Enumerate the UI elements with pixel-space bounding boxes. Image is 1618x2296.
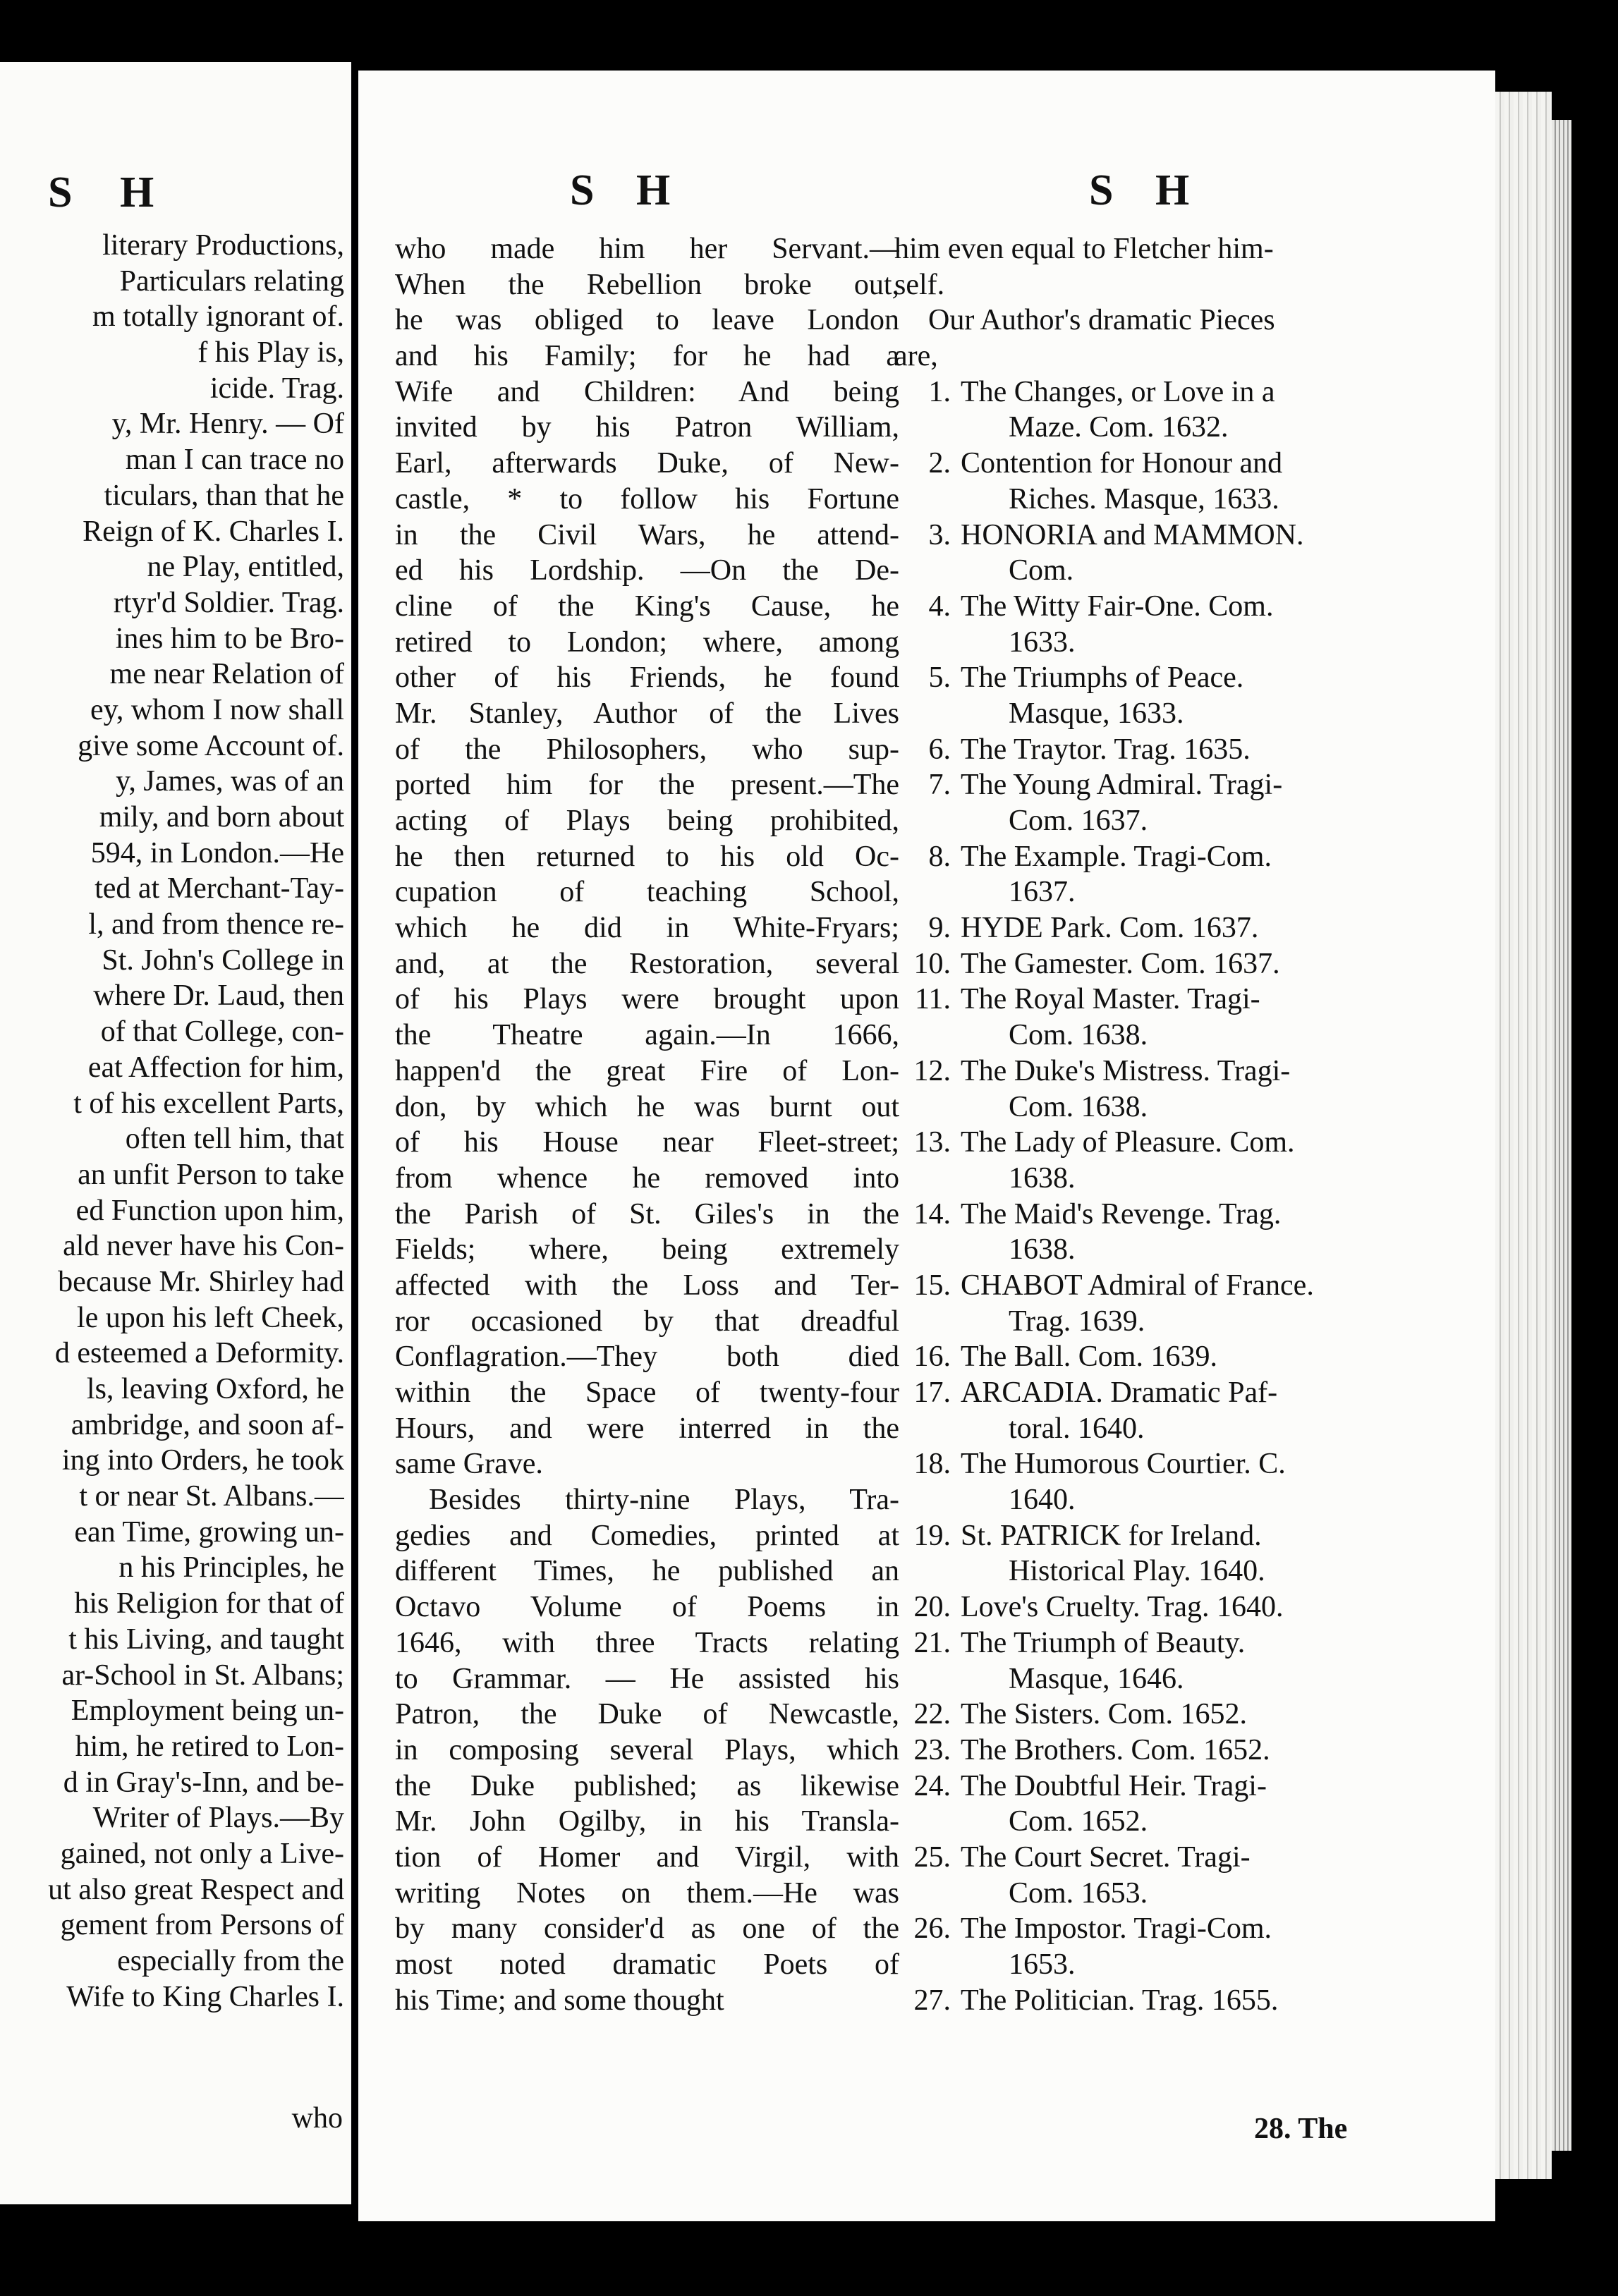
middle-text-line: most noted dramatic Poets of (395, 1948, 899, 1981)
play-title: The Royal Master. Tragi- (961, 983, 1260, 1016)
left-running-head: S H (48, 169, 173, 216)
middle-text-line: which he did in White-Fryars; (395, 912, 899, 945)
play-number: 16. (913, 1341, 951, 1374)
play-title: The Doubtful Heir. Tragi- (961, 1769, 1267, 1802)
middle-text-line: of the Philosophers, who sup- (395, 733, 899, 766)
middle-text-line: his Time; and some thought (395, 1984, 724, 2017)
left-text-line: Particulars relating (119, 264, 344, 298)
left-text-line: his Religion for that of (74, 1587, 344, 1620)
middle-column-text (395, 231, 899, 2018)
play-entry (894, 946, 1388, 982)
play-entry-continuation: 1633. (1009, 625, 1076, 659)
play-title: The Court Secret. Tragi- (961, 1840, 1251, 1874)
play-number: 9. (928, 912, 951, 945)
left-text-line: man I can trace no (125, 444, 344, 477)
middle-text-line: don, by which he was burnt out (395, 1090, 899, 1123)
play-entry (894, 1697, 1388, 1733)
middle-text-line: invited by his Patron William, (395, 411, 899, 444)
play-number: 13. (913, 1126, 951, 1159)
play-number: 11. (915, 983, 951, 1016)
left-text-line: because Mr. Shirley had (58, 1265, 344, 1298)
play-title: The Sisters. Com. 1652. (961, 1698, 1247, 1731)
play-title: The Maid's Revenge. Trag. (961, 1197, 1282, 1231)
play-title: HYDE Park. Com. 1637. (961, 912, 1259, 945)
play-entry-continuation: Com. 1653. (1009, 1876, 1148, 1910)
middle-text-line: within the Space of twenty-four (395, 1376, 899, 1409)
left-text-line: ut also great Respect and (48, 1873, 344, 1906)
middle-text-line: in the Civil Wars, he attend- (395, 518, 899, 551)
play-entry (894, 1518, 1388, 1554)
play-title: The Gamester. Com. 1637. (961, 947, 1280, 980)
play-title: The Triumphs of Peace. (961, 661, 1244, 695)
play-entry (894, 839, 1388, 875)
play-entry (894, 1625, 1388, 1661)
left-text-line: le upon his left Cheek, (76, 1301, 344, 1334)
play-entry (894, 1446, 1388, 1482)
middle-text-line: acting of Plays being prohibited, (395, 805, 899, 837)
middle-text-line: from whence he removed into (395, 1161, 899, 1195)
play-title: The Impostor. Tragi-Com. (961, 1912, 1272, 1946)
middle-text-line: Mr. Stanley, Author of the Lives (395, 697, 899, 730)
left-text-line: give some Account of. (78, 729, 344, 762)
left-text-line: m totally ignorant of. (92, 300, 344, 334)
middle-text-line: in composing several Plays, which (395, 1733, 899, 1766)
middle-text-line: he was obliged to leave London (395, 304, 899, 337)
left-text-line: him, he retired to Lon- (75, 1730, 344, 1763)
left-text-line: ar-School in St. Albans; (61, 1659, 344, 1692)
left-text-line: of that College, con- (100, 1015, 344, 1049)
play-number: 26. (913, 1912, 951, 1946)
right-intro-line: are, (894, 340, 938, 373)
left-text-line: t his Living, and taught (68, 1623, 344, 1656)
play-number: 20. (913, 1591, 951, 1624)
play-number: 10. (913, 947, 951, 980)
middle-text-line: of his House near Fleet-street; (395, 1126, 899, 1159)
left-text-line: ey, whom I now shall (90, 693, 344, 726)
play-entry (894, 1268, 1388, 1304)
left-text-line: d in Gray's-Inn, and be- (63, 1766, 344, 1799)
play-entry-continuation: Masque, 1633. (1009, 697, 1184, 730)
play-entry-continuation: Maze. Com. 1632. (1009, 411, 1229, 444)
middle-text-line: Hours, and were interred in the (395, 1412, 899, 1445)
middle-text-line: Earl, afterwards Duke, of New- (395, 447, 899, 480)
play-entry-continuation: Trag. 1639. (1009, 1305, 1145, 1338)
middle-text-line: happen'd the great Fire of Lon- (395, 1054, 899, 1087)
play-entry-continuation: Com. 1638. (1009, 1019, 1148, 1052)
left-text-line: ticulars, than that he (104, 479, 344, 512)
middle-text-line: tion of Homer and Virgil, with (395, 1840, 899, 1874)
middle-text-line: the Duke published; as likewise (395, 1769, 899, 1802)
left-text-line: Reign of K. Charles I. (83, 515, 344, 548)
middle-text-line: the Theatre again.—In 1666, (395, 1019, 899, 1052)
left-text-line: 594, in London.—He (90, 836, 344, 869)
play-number: 18. (913, 1448, 951, 1481)
middle-text-line: ed his Lordship. —On the De- (395, 554, 899, 587)
play-entry (894, 1125, 1388, 1161)
left-text-line: eat Affection for him, (87, 1051, 344, 1084)
play-title: The Humorous Courtier. C. (961, 1448, 1286, 1481)
left-text-line: where Dr. Laud, then (93, 979, 344, 1013)
play-number: 2. (928, 447, 951, 480)
middle-text-line: of his Plays were brought upon (395, 983, 899, 1016)
left-text-line: ne Play, entitled, (147, 551, 344, 584)
left-text-line: l, and from thence re- (88, 908, 344, 941)
play-entry-continuation: Com. 1637. (1009, 805, 1148, 837)
plays-list-column (894, 231, 1388, 2018)
left-text-line: Employment being un- (71, 1694, 344, 1728)
middle-text-line: Octavo Volume of Poems in (395, 1591, 899, 1624)
left-text-line: f his Play is, (197, 336, 344, 370)
play-entry (894, 767, 1388, 803)
left-text-line: ines him to be Bro- (115, 622, 344, 655)
left-text-line: ls, leaving Oxford, he (86, 1373, 344, 1405)
left-text-line: icide. Trag. (209, 372, 344, 405)
left-text-line: gement from Persons of (60, 1909, 344, 1942)
left-text-line: gained, not only a Live- (60, 1837, 344, 1870)
play-number: 22. (913, 1698, 951, 1731)
play-number: 23. (913, 1733, 951, 1766)
left-text-line: literary Productions, (102, 229, 344, 262)
play-title: The Lady of Pleasure. Com. (961, 1126, 1295, 1159)
play-number: 8. (928, 840, 951, 873)
play-title: The Ball. Com. 1639. (961, 1341, 1217, 1374)
left-text-line: n his Principles, he (118, 1551, 344, 1584)
play-entry-continuation: 1638. (1009, 1161, 1076, 1195)
play-entry (894, 660, 1388, 696)
play-number: 5. (928, 661, 951, 695)
play-title: ARCADIA. Dramatic Paf- (961, 1376, 1278, 1409)
left-catchword: who (291, 2102, 343, 2135)
play-title: Love's Cruelty. Trag. 1640. (961, 1591, 1284, 1624)
right-page (358, 71, 1495, 2221)
middle-text-line: retired to London; where, among (395, 625, 899, 659)
middle-text-line: castle, * to follow his Fortune (395, 482, 899, 515)
play-number: 17. (913, 1376, 951, 1409)
play-title: The Changes, or Love in a (961, 375, 1275, 408)
middle-text-line: by many consider'd as one of the (395, 1912, 899, 1946)
play-entry-continuation: Com. (1009, 554, 1074, 587)
left-text-line: especially from the (117, 1945, 344, 1977)
play-entry (894, 1339, 1388, 1375)
play-entry-continuation: Riches. Masque, 1633. (1009, 482, 1279, 515)
left-text-line: me near Relation of (109, 658, 344, 691)
middle-text-line: the Parish of St. Giles's in the (395, 1197, 899, 1231)
middle-text-line: Conflagration.—They both died (395, 1341, 899, 1374)
left-text-line: y, James, was of an (116, 765, 344, 798)
play-entry-continuation: Historical Play. 1640. (1009, 1555, 1265, 1588)
left-text-line: ean Time, growing un- (74, 1515, 344, 1549)
play-entry-continuation: 1638. (1009, 1233, 1076, 1266)
left-page (0, 62, 351, 2204)
middle-text-line: writing Notes on them.—He was (395, 1876, 899, 1910)
middle-text-line: 1646, with three Tracts relating (395, 1626, 899, 1659)
left-text-line: ing into Orders, he took (61, 1444, 344, 1477)
play-entry (894, 1375, 1388, 1411)
play-title: The Example. Tragi-Com. (961, 840, 1272, 873)
middle-text-line: cline of the King's Cause, he (395, 590, 899, 623)
play-entry-continuation: toral. 1640. (1009, 1412, 1145, 1445)
play-entry-continuation: 1637. (1009, 876, 1076, 909)
middle-text-line: Wife and Children: And being (395, 375, 899, 408)
middle-text-line: Fields; where, being extremely (395, 1233, 899, 1266)
play-entry-continuation: Masque, 1646. (1009, 1662, 1184, 1695)
left-text-line: St. John's College in (102, 944, 344, 977)
right-running-head: S H (1089, 166, 1205, 214)
play-title: CHABOT Admiral of France. (961, 1269, 1314, 1302)
middle-text-line: Besides thirty-nine Plays, Tra- (429, 1484, 899, 1517)
play-entry (894, 589, 1388, 625)
play-entry (894, 374, 1388, 410)
play-number: 3. (928, 518, 951, 551)
play-title: The Traytor. Trag. 1635. (961, 733, 1251, 766)
left-text-line: mily, and born about (99, 801, 344, 833)
play-title: The Young Admiral. Tragi- (961, 769, 1283, 802)
play-title: The Politician. Trag. 1655. (961, 1984, 1279, 2017)
play-title: St. PATRICK for Ireland. (961, 1519, 1262, 1552)
play-entry-continuation: Com. 1638. (1009, 1090, 1148, 1123)
middle-text-line: to Grammar. — He assisted his (395, 1662, 899, 1695)
left-text-line: ed Function upon him, (75, 1194, 344, 1227)
left-text-line: Writer of Plays.—By (92, 1802, 344, 1835)
play-entry (894, 1733, 1388, 1769)
left-text-line: d esteemed a Deformity. (54, 1337, 344, 1370)
left-text-line: t or near St. Albans.— (79, 1480, 344, 1513)
play-entry (894, 1589, 1388, 1625)
play-number: 12. (913, 1054, 951, 1087)
left-text-line: rtyr'd Soldier. Trag. (113, 586, 344, 619)
middle-text-line: he then returned to his old Oc- (395, 840, 899, 873)
left-text-line: t of his excellent Parts, (73, 1087, 344, 1120)
play-entry (894, 1054, 1388, 1089)
left-text-line: y, Mr. Henry. — Of (111, 408, 344, 441)
play-entry (894, 1983, 1388, 2019)
middle-text-line: Mr. John Ogilby, in his Transla- (395, 1805, 899, 1838)
play-number: 24. (913, 1769, 951, 1802)
middle-text-line: Patron, the Duke of Newcastle, (395, 1698, 899, 1731)
left-page-text (0, 228, 344, 2015)
middle-text-line: who made him her Servant.— (395, 233, 899, 265)
play-title: HONORIA and MAMMON. (961, 518, 1304, 551)
play-entry (894, 1840, 1388, 1876)
play-entry (894, 1197, 1388, 1233)
play-title: The Brothers. Com. 1652. (961, 1733, 1270, 1766)
left-text-line: ald never have his Con- (63, 1230, 344, 1263)
middle-text-line: same Grave. (395, 1448, 543, 1481)
play-entry (894, 910, 1388, 946)
play-number: 19. (913, 1519, 951, 1552)
left-text-line: often tell him, that (125, 1123, 344, 1156)
middle-text-line: other of his Friends, he found (395, 661, 899, 695)
play-entry (894, 982, 1388, 1018)
middle-text-line: and his Family; for he had a (395, 340, 899, 373)
play-title: Contention for Honour and (961, 447, 1283, 480)
right-intro-line: him even equal to Fletcher him- (894, 233, 1274, 265)
play-entry (894, 1769, 1388, 1805)
middle-text-line: ror occasioned by that dreadful (395, 1305, 899, 1338)
middle-text-line: affected with the Loss and Ter- (395, 1269, 899, 1302)
play-number: 21. (913, 1626, 951, 1659)
right-catchword: 28. The (1254, 2113, 1348, 2145)
book-page-edges (1495, 92, 1552, 2179)
play-number: 6. (928, 733, 951, 766)
left-text-line: ted at Merchant-Tay- (95, 872, 344, 905)
left-text-line: Wife to King Charles I. (66, 1980, 344, 2013)
right-intro-line: self. (894, 268, 945, 301)
play-number: 14. (913, 1197, 951, 1231)
middle-text-line: different Times, he published an (395, 1555, 899, 1588)
play-number: 27. (913, 1984, 951, 2017)
play-entry-continuation: 1640. (1009, 1484, 1076, 1517)
middle-text-line: ported him for the present.—The (395, 769, 899, 802)
middle-text-line: and, at the Restoration, several (395, 947, 899, 980)
play-number: 1. (928, 375, 951, 408)
play-number: 4. (928, 590, 951, 623)
play-title: The Triumph of Beauty. (961, 1626, 1246, 1659)
play-number: 25. (913, 1840, 951, 1874)
book-page-edges-outer (1552, 120, 1571, 2151)
left-text-line: an unfit Person to take (78, 1158, 344, 1191)
middle-text-line: cupation of teaching School, (395, 876, 899, 909)
play-number: 15. (913, 1269, 951, 1302)
play-entry-continuation: 1653. (1009, 1948, 1076, 1981)
play-entry (894, 518, 1388, 554)
play-entry-continuation: Com. 1652. (1009, 1805, 1148, 1838)
middle-text-line: When the Rebellion broke out, (395, 268, 899, 301)
middle-text-line: gedies and Comedies, printed at (395, 1519, 899, 1552)
play-entry (894, 446, 1388, 482)
play-entry (894, 732, 1388, 768)
play-title: The Duke's Mistress. Tragi- (961, 1054, 1291, 1087)
play-entry (894, 1911, 1388, 1947)
play-title: The Witty Fair-One. Com. (961, 590, 1274, 623)
middle-running-head: S H (570, 166, 686, 214)
right-intro-line: Our Author's dramatic Pieces (928, 304, 1275, 337)
left-text-line: ambridge, and soon af- (71, 1408, 344, 1441)
play-number: 7. (928, 769, 951, 802)
